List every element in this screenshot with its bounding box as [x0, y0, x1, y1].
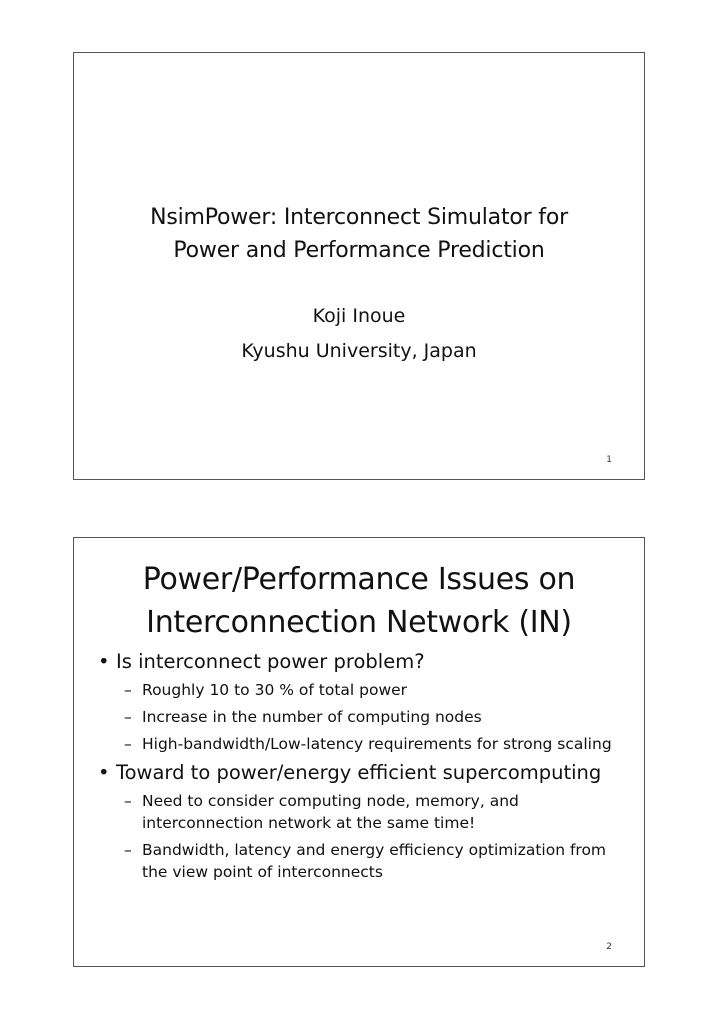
- sub-point: – Roughly 10 to 30 % of total power: [96, 679, 634, 701]
- sub-point: – Increase in the number of computing nodes: [96, 706, 634, 728]
- bullet-point: • Is interconnect power problem?: [96, 648, 634, 676]
- author-affiliation: Kyushu University, Japan: [241, 340, 477, 362]
- slide-1-title-line-2: Power and Performance Prediction: [173, 238, 545, 263]
- sub-point: – High-bandwidth/Low-latency requirements for strong scaling: [96, 733, 634, 755]
- slide-1: [73, 52, 645, 480]
- bullet-point: • Toward to power/energy efficient supercomputing: [96, 759, 634, 787]
- slide-1-title-line-1: NsimPower: Interconnect Simulator for: [150, 205, 568, 230]
- sub-point: – Need to consider computing node, memory, and interconnection network at the same time!: [96, 790, 634, 834]
- slide-2-title-line-2: Interconnection Network (IN): [146, 605, 572, 640]
- sub-point: – Bandwidth, latency and energy efficiency optimization from the view point of interconnects: [96, 839, 634, 883]
- slide-1-page-number: 1: [606, 455, 612, 465]
- slide-2-title-line-1: Power/Performance Issues on: [142, 562, 576, 597]
- slide-2-page-number: 2: [606, 942, 612, 952]
- slide-1-title: [74, 201, 644, 267]
- slide-2-title: [74, 558, 644, 644]
- author-name: Koji Inoue: [312, 305, 406, 327]
- slide-2-content: [96, 648, 634, 888]
- slide-2: [73, 537, 645, 967]
